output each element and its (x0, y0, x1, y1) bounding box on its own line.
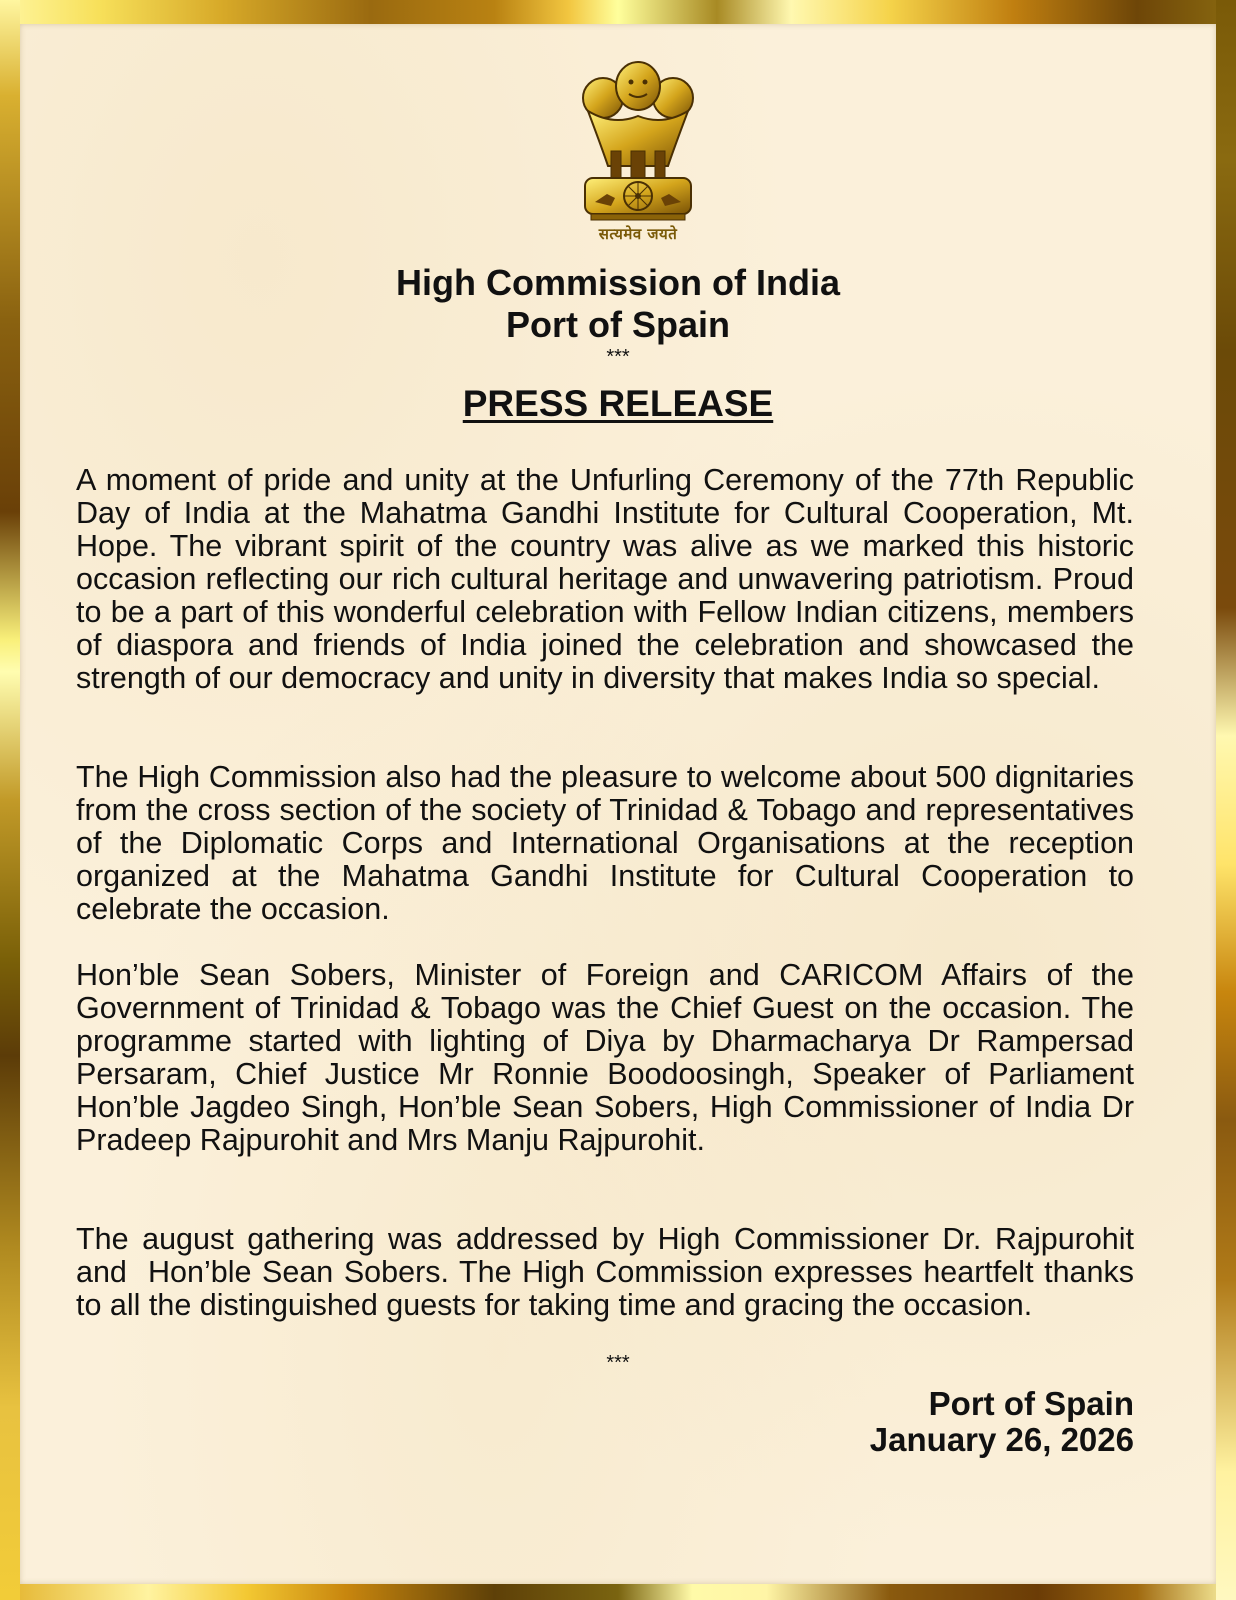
signature-date: January 26, 2026 (869, 1421, 1134, 1458)
lion-capital-emblem-icon (563, 56, 713, 246)
organization-name: High Commission of India (395, 262, 840, 303)
body-paragraph: A moment of pride and unity at the Unfurling Ceremony of the 77th Republic Day of India at the Mahatma Gandhi Institute for Cultural Cooperation, Mt. Hope. The vibrant spirit of the country was alive as we marked this historic occasion reflecting our rich cultural heritage and unwavering patriotism. Proud to be a part of this wonderful celebration with Fellow Indian citizens, members of diaspora and friends of India joined the celebration and showcased the strength of our democracy and unity in diversity that makes India so special. (76, 463, 1134, 695)
gold-frame-bottom (0, 1584, 1236, 1600)
end-separator: *** (606, 1352, 630, 1374)
press-release-page (20, 24, 1216, 1584)
organization-city: Port of Spain (506, 304, 730, 345)
body-paragraph: Hon’ble Sean Sobers, Minister of Foreign and CARICOM Affairs of the Government of Trinidad & Tobago was the Chief Guest on the occasion. The programme started with lighting of Diya by Dharmacharya Dr Rampersad Persaram, Chief Justice Mr Ronnie Boodoosingh, Speaker of Parliament Hon’ble Jagdeo Singh, Hon’ble Sean Sobers, High Commissioner of India Dr Pradeep Rajpurohit and Mrs Manju Rajpurohit. (76, 958, 1134, 1157)
page-title: PRESS RELEASE (462, 383, 774, 424)
body-paragraph: The august gathering was addressed by High Commissioner Dr. Rajpurohit and Hon’ble Sean Sobers. The High Commission expresses heartfelt thanks to all the distinguished guests for taking time and gracing the occasion. (76, 1222, 1143, 1322)
gold-frame-left (0, 0, 20, 1600)
signature-place: Port of Spain (928, 1385, 1134, 1422)
header-separator: *** (606, 346, 630, 368)
gold-frame-right (1216, 0, 1236, 1600)
body-paragraph: The High Commission also had the pleasure to welcome about 500 dignitaries from the cross section of the society of Trinidad & Tobago and representatives of the Diplomatic Corps and International Organisations at the reception organized at the Mahatma Gandhi Institute for Cultural Cooperation to celebrate the occasion. (76, 760, 1134, 926)
gold-frame-top (0, 0, 1236, 24)
emblem-motto: सत्यमेव जयते (598, 225, 678, 243)
